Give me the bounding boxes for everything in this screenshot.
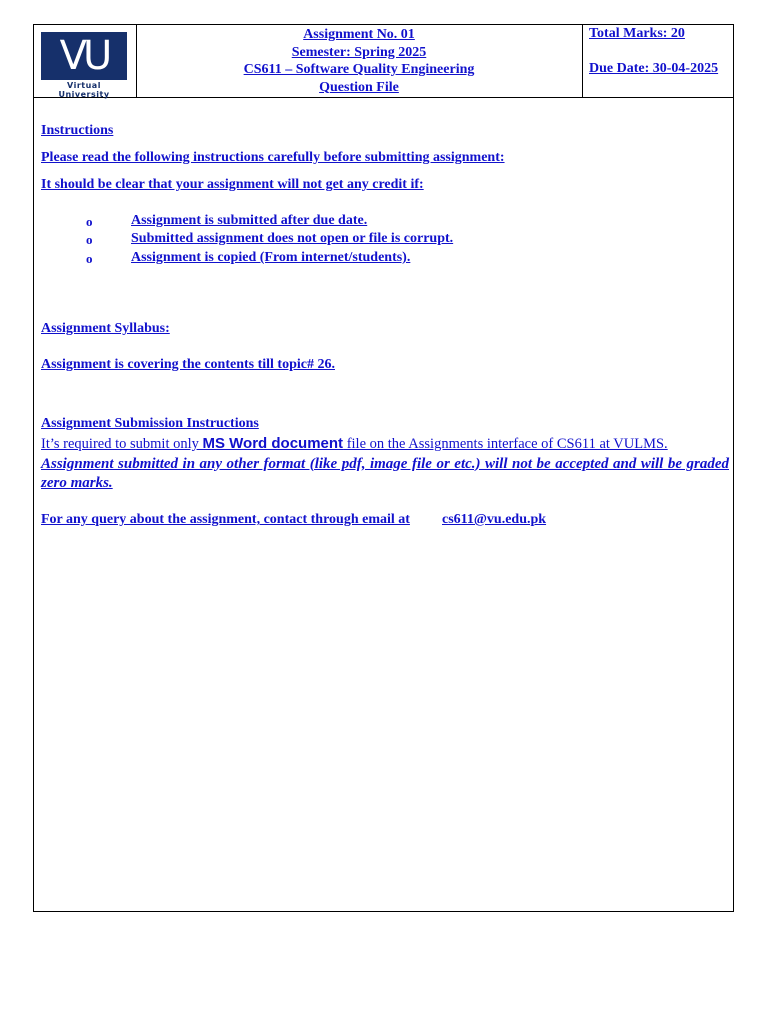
instructions-line-1: Please read the following instructions carefully before submitting assignment: (41, 150, 505, 165)
file-type: Question File (319, 79, 399, 95)
semester: Semester: Spring 2025 (291, 44, 427, 60)
syllabus-text: Assignment is covering the contents till topic# 26. (41, 357, 335, 372)
ms-word-highlight: MS Word document (202, 435, 344, 452)
bullet-marker: o (86, 232, 93, 247)
submission-text-before: It’s required to submit only (41, 436, 203, 452)
logo-cell (34, 25, 137, 97)
header-table (34, 25, 733, 98)
assignment-number: Assignment No. 01 (303, 27, 415, 42)
contact-text: For any query about the assignment, contact through email at (41, 512, 410, 527)
total-marks: Total Marks: 20 (589, 26, 685, 41)
bullet-marker: o (86, 214, 93, 229)
document-page (33, 24, 734, 912)
bullet-item-2: Submitted assignment does not open or file is corrupt. (131, 231, 454, 246)
vu-logo (41, 32, 127, 80)
bullet-marker: o (86, 251, 93, 266)
instructions-line-2: It should be clear that your assignment will not get any credit if: (41, 177, 424, 192)
instructions-heading: Instructions (41, 123, 114, 138)
submission-heading: Assignment Submission Instructions (41, 416, 259, 431)
submission-warning: Assignment submitted in any other format (like pdf, image file or etc.) will not be accepted and will be graded zero marks. (41, 455, 729, 491)
submission-paragraph (41, 434, 729, 494)
logo-text: VU (59, 33, 109, 79)
contact-email-link[interactable]: cs611@vu.edu.pk (442, 512, 547, 527)
bullet-item-1: Assignment is submitted after due date. (131, 213, 368, 228)
title-cell (136, 25, 583, 97)
bullet-item-3: Assignment is copied (From internet/students). (131, 250, 411, 265)
syllabus-heading: Assignment Syllabus: (41, 321, 170, 336)
submission-text-after: file on the Assignments interface of CS611 at VULMS. (343, 436, 668, 452)
due-date: Due Date: 30-04-2025 (589, 61, 719, 76)
marks-cell (582, 25, 733, 97)
course-title: CS611 – Software Quality Engineering (243, 62, 475, 77)
logo-caption: Virtual University (58, 81, 110, 99)
